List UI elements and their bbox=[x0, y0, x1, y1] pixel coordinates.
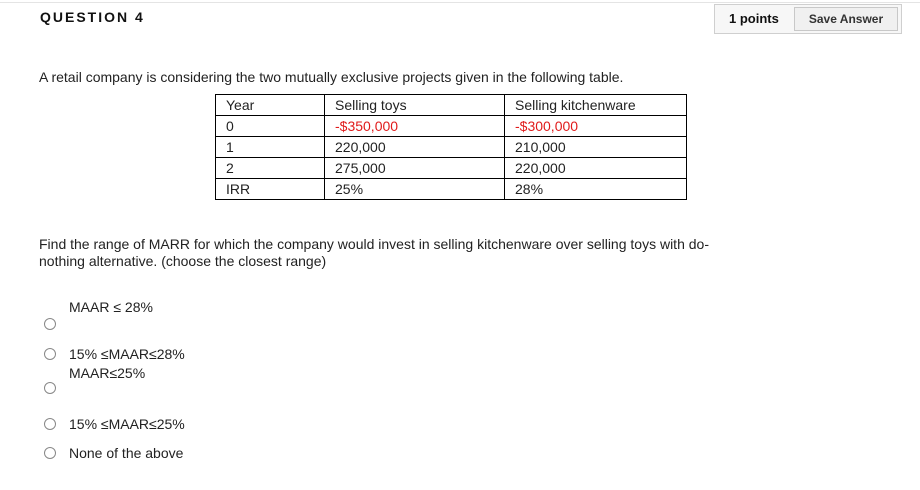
option-radio-2[interactable] bbox=[44, 348, 56, 360]
table-cell: 210,000 bbox=[505, 137, 687, 158]
header-year: Year bbox=[216, 95, 325, 116]
table-cell: 2 bbox=[216, 158, 325, 179]
option-label-4[interactable]: 15% ≤MAAR≤25% bbox=[69, 416, 185, 432]
header-selling-toys: Selling toys bbox=[325, 95, 505, 116]
table-cell: 220,000 bbox=[325, 137, 505, 158]
table-cell: -$300,000 bbox=[505, 116, 687, 137]
table-cell: 220,000 bbox=[505, 158, 687, 179]
table-row bbox=[216, 158, 687, 179]
question-intro: A retail company is considering the two mutually exclusive projects given in the following table. bbox=[39, 69, 624, 85]
question-title: QUESTION 4 bbox=[40, 9, 145, 25]
table-cell: -$350,000 bbox=[325, 116, 505, 137]
points-save-box bbox=[714, 4, 902, 34]
save-answer-button[interactable]: Save Answer bbox=[794, 7, 898, 31]
option-radio-5[interactable] bbox=[44, 447, 56, 459]
projects-table bbox=[215, 94, 687, 200]
question-prompt: Find the range of MARR for which the company would invest in selling kitchenware over selling toys with do-nothing alternative. (choose the closest range) bbox=[39, 236, 709, 269]
table-cell: 0 bbox=[216, 116, 325, 137]
table-header-row bbox=[216, 95, 687, 116]
top-divider bbox=[0, 2, 920, 3]
option-label-5[interactable]: None of the above bbox=[69, 445, 184, 461]
points-label: 1 points bbox=[729, 11, 779, 26]
table-cell: 275,000 bbox=[325, 158, 505, 179]
table-cell: 1 bbox=[216, 137, 325, 158]
table-row bbox=[216, 179, 687, 200]
option-label-3[interactable]: MAAR≤25% bbox=[69, 365, 146, 381]
option-radio-4[interactable] bbox=[44, 418, 56, 430]
option-radio-3[interactable] bbox=[44, 382, 56, 394]
option-label-2[interactable]: 15% ≤MAAR≤28% bbox=[69, 346, 185, 362]
header-selling-kitchenware: Selling kitchenware bbox=[505, 95, 687, 116]
table-cell: IRR bbox=[216, 179, 325, 200]
option-radio-1[interactable] bbox=[44, 318, 56, 330]
table-cell: 28% bbox=[505, 179, 687, 200]
table-row bbox=[216, 137, 687, 158]
option-label-1[interactable]: MAAR ≤ 28% bbox=[69, 299, 153, 315]
table-cell: 25% bbox=[325, 179, 505, 200]
table-row bbox=[216, 116, 687, 137]
